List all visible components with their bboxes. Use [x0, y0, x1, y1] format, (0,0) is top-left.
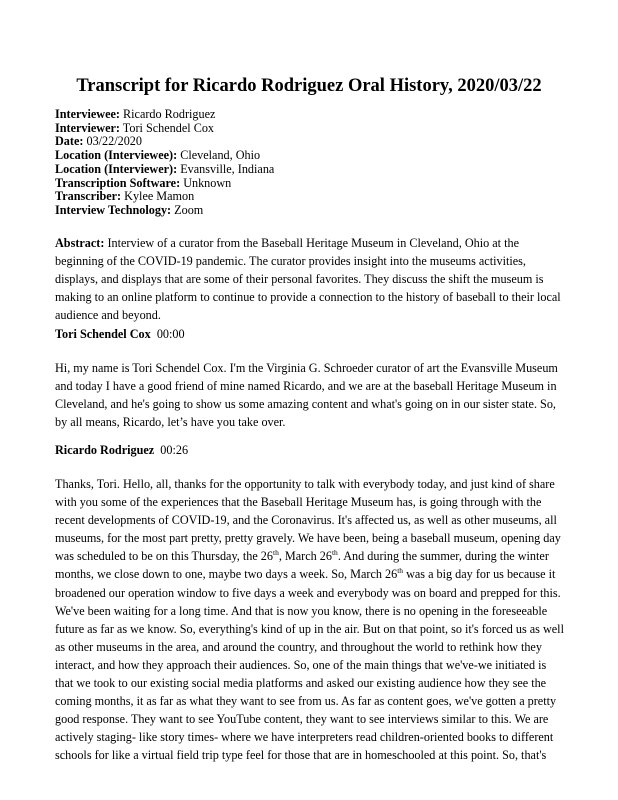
metadata-value: Zoom [174, 202, 204, 217]
metadata-block [55, 108, 575, 218]
transcript-line: recent developments of COVID-19, and the Coronavirus. It's affected us, as well as other museums, all [55, 513, 557, 528]
document-title: Transcript for Ricardo Rodriguez Oral History, 2020/03/22 [76, 76, 542, 96]
transcript-line: good response. They want to see YouTube content, they want to see interviews similar to this. We are [55, 712, 549, 727]
metadata-value: Evansville, Indiana [180, 161, 275, 176]
transcript-line: with you some of the experiences that the Baseball Heritage Museum has, is going through with the [55, 495, 542, 510]
abstract-line: audience and beyond. [55, 308, 161, 323]
transcript-line: actively staging- like story times- where we have interpreters read children-oriented books to different [55, 730, 554, 745]
speaker-name: Tori Schendel Cox [55, 327, 151, 341]
transcript-line: was scheduled to be on this Thursday, the 26th, March 26th. And during the summer, during the winter [55, 548, 549, 564]
transcript-line: months, we close down to one, maybe two days a week. So, March 26th was a big day for us because it [55, 566, 556, 582]
transcript-line: and today I have a good friend of mine named Ricardo, and we are at the baseball Heritage Museum in [55, 379, 557, 394]
transcript-line: future as far as we know. So, everything's kind of up in the air. But on that point, so it's forced us as well [55, 621, 564, 636]
metadata-row-date [55, 135, 575, 149]
metadata-label: Location (Interviewee): [55, 148, 178, 163]
metadata-value: 03/22/2020 [86, 134, 142, 149]
transcript-paragraph-ricardo [55, 475, 575, 765]
metadata-row-interview-technology [55, 204, 575, 218]
metadata-label: Interview Technology: [55, 202, 172, 217]
abstract-line: displays, and displays that are some of their personal favorites. They discuss the shift the museum is [55, 272, 544, 287]
transcript-line: Hi, my name is Tori Schendel Cox. I'm the Virginia G. Schroeder curator of art the Evansville Museum [55, 361, 558, 375]
metadata-row-location-interviewer [55, 163, 575, 177]
metadata-value: Kylee Mamon [124, 189, 195, 204]
speaker-heading-ricardo [55, 442, 188, 458]
metadata-label: Transcriber: [55, 189, 122, 204]
transcript-line: interact, and how they approach their audiences. So, one of the main things that we've-we initiated is [55, 657, 547, 672]
transcript-line: by all means, Ricardo, let’s have you take over. [55, 415, 286, 430]
timestamp: 00:00 [156, 327, 185, 341]
abstract-line: Abstract: Interview of a curator from the Baseball Heritage Museum in Cleveland, Ohio at the [55, 236, 519, 250]
transcript-paragraph-tori [55, 359, 575, 431]
metadata-value: Unknown [183, 175, 232, 190]
metadata-label: Transcription Software: [55, 175, 181, 190]
metadata-row-transcription-software [55, 177, 575, 191]
metadata-label: Interviewer: [55, 120, 120, 135]
transcript-line: Thanks, Tori. Hello, all, thanks for the opportunity to talk with everybody today, and just kind of share [55, 477, 555, 491]
timestamp: 00:26 [160, 443, 189, 457]
abstract-label: Abstract: [55, 236, 105, 250]
transcript-line: Cleveland, and he's going to show us some amazing content and what's going on in our sister state. So, [55, 397, 556, 412]
metadata-label: Location (Interviewer): [55, 161, 178, 176]
transcript-line: as other museums in the area, and around the country, and throughout the world to rethink how they [55, 639, 542, 654]
abstract-line: beginning of the COVID-19 pandemic. The curator provides insight into the museums activities, [55, 254, 526, 269]
metadata-value: Tori Schendel Cox [122, 120, 215, 135]
transcript-line: museums, for the most part pretty, pretty gravely. We have been, being a baseball museum, opening day [55, 531, 561, 546]
transcript-line: coming months, it as far as what they want to see from us. As far as content goes, we've gotten a pretty [55, 694, 557, 709]
metadata-row-interviewee [55, 108, 575, 122]
transcript-line: broadened our operation window to five days a week and everybody was on board and prepped for this. [55, 585, 561, 600]
metadata-value: Ricardo Rodriguez [123, 107, 216, 121]
metadata-row-location-interviewee [55, 149, 575, 163]
transcript-line: that we took to our existing social media platforms and asked our existing audience how they see the [55, 676, 547, 691]
speaker-name: Ricardo Rodriguez [55, 443, 155, 457]
abstract-line: making to an online platform to continue to provide a connection to the history of baseball to their local [55, 290, 561, 305]
speaker-heading-tori [55, 326, 185, 342]
metadata-label: Date: [55, 134, 84, 149]
transcript-line: We've been waiting for a long time. And that is now you know, there is no opening in the foreseeable [55, 603, 548, 618]
metadata-row-transcriber [55, 190, 575, 204]
transcript-line: schools for like a virtual field trip type feel for those that are in homeschooled at this point. So, that's [55, 748, 547, 763]
metadata-value: Cleveland, Ohio [180, 148, 261, 163]
abstract-paragraph [55, 234, 575, 324]
metadata-row-interviewer [55, 122, 575, 136]
metadata-label: Interviewee: [55, 107, 120, 121]
